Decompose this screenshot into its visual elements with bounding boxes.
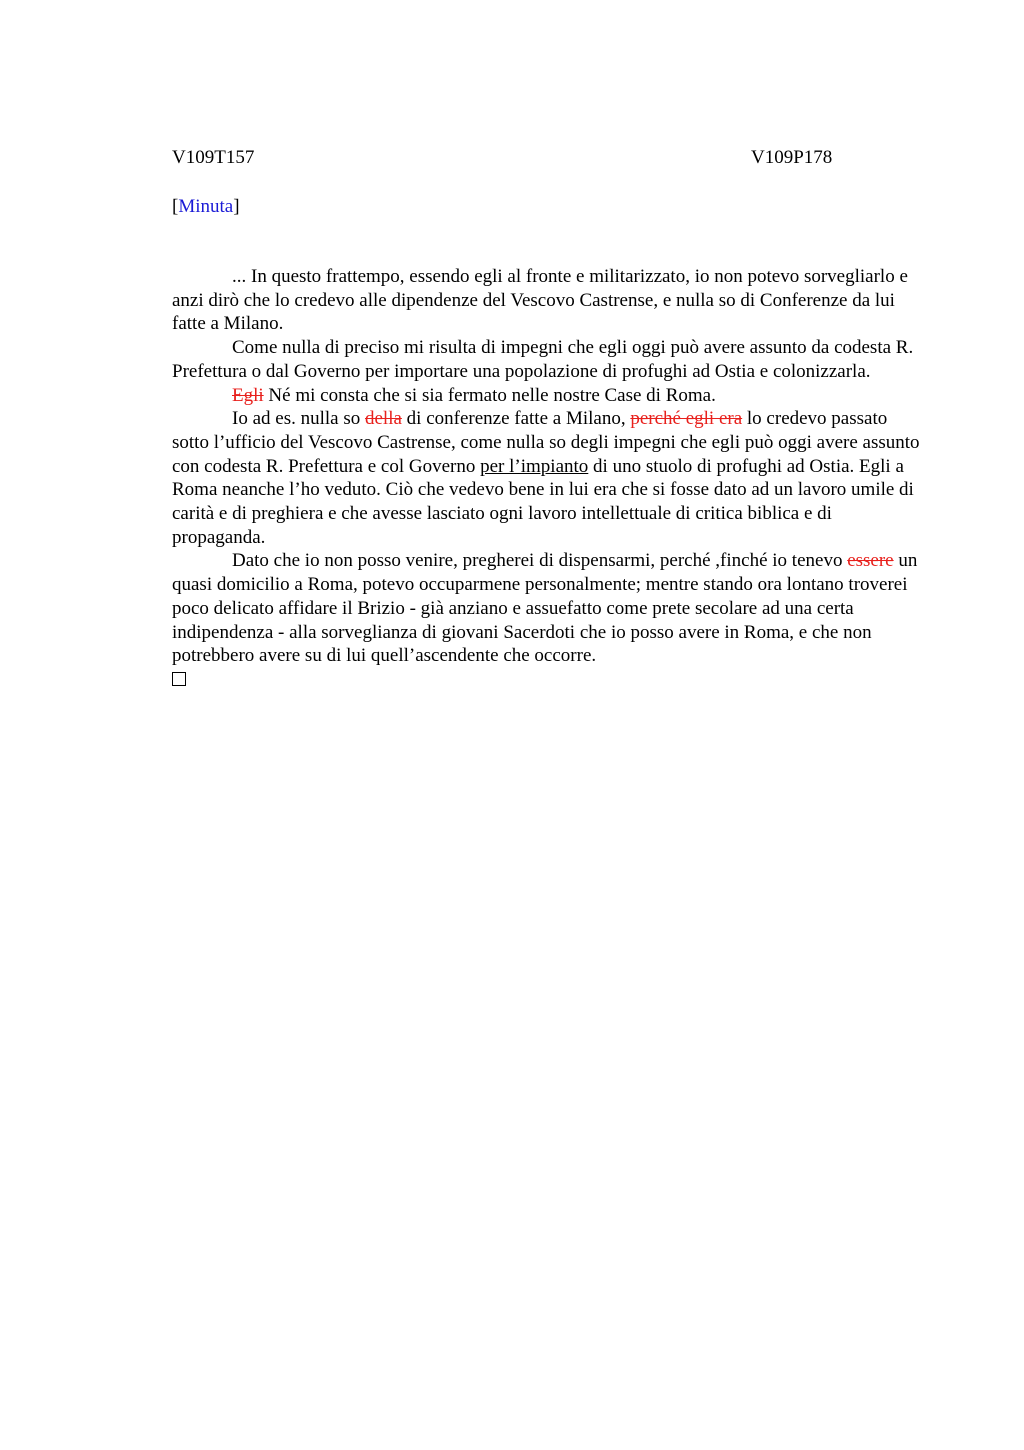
document-code-right: V109P178 [751, 147, 833, 168]
label-open-bracket: [ [172, 196, 179, 217]
paragraph-3 [172, 384, 928, 408]
label-close-bracket: ] [233, 196, 240, 217]
paragraph-4-text-4: di uno stuolo di profughi ad Ostia. Egli a Roma neanche l’ho veduto. Ciò che vedevo bene in lui era che si fosse dato ad un lavoro umile di carità e di preghiera e che avesse lasciato ogni lavoro intellettuale di critica biblica e di propaganda. [172, 455, 914, 548]
label-minuta: Minuta [178, 196, 234, 217]
paragraph-5-text-1: Dato che io non posso venire, pregherei di dispensarmi, perché ,finché io tenevo [232, 550, 848, 572]
document-type-label [172, 195, 240, 219]
end-marker-box-icon [172, 668, 928, 693]
document-header [172, 146, 928, 170]
paragraph-3-text: Né mi consta che si sia fermato nelle nostre Case di Roma. [263, 384, 716, 406]
document-code-left: V109T157 [172, 147, 255, 168]
paragraph-1 [172, 265, 928, 336]
deleted-phrase-perche-egli-era: perché egli era [630, 408, 743, 430]
paragraph-4-text-2: di conferenze fatte a Milano, [401, 408, 631, 430]
paragraph-4-text-1: Io ad es. nulla so [232, 408, 365, 430]
paragraph-5-text-2: un quasi domicilio a Roma, potevo occuparmene personalmente; mentre stando ora lontano troverei poco delicato affidare il Brizio - già anziano e assuefatto come prete secolare ad una certa indipendenza - alla sorveglianza di giovani Sacerdoti che io posso avere in Roma, e che non potrebbero avere su di lui quell’ascendente che occorre. [172, 550, 918, 667]
paragraph-2-text: Come nulla di preciso mi risulta di impegni che egli oggi può avere assunto da codesta R. Prefettura o dal Governo per importare una popolazione di profughi ad Ostia e colonizzarla. [172, 337, 914, 382]
paragraph-2 [172, 336, 928, 383]
paragraph-1-text: ... In questo frattempo, essendo egli al fronte e militarizzato, io non potevo sorvegliarlo e anzi dirò che lo credevo alle dipendenze del Vescovo Castrense, e nulla so di Conferenze da lui fatte a Milano. [172, 266, 908, 335]
paragraph-4 [172, 407, 928, 549]
deleted-word-egli: Egli [232, 384, 264, 406]
deleted-word-della: della [364, 408, 402, 430]
paragraph-5 [172, 549, 928, 668]
paragraph-4-text-3: lo credevo passato sotto l’ufficio del Vescovo Castrense, come nulla so degli impegni che egli può oggi avere assunto con codesta R. Prefettura e col Governo [172, 408, 920, 477]
document-body [172, 265, 928, 693]
underlined-phrase-per-limpianto: per l’impianto [480, 455, 589, 477]
deleted-word-essere: essere [847, 550, 894, 572]
